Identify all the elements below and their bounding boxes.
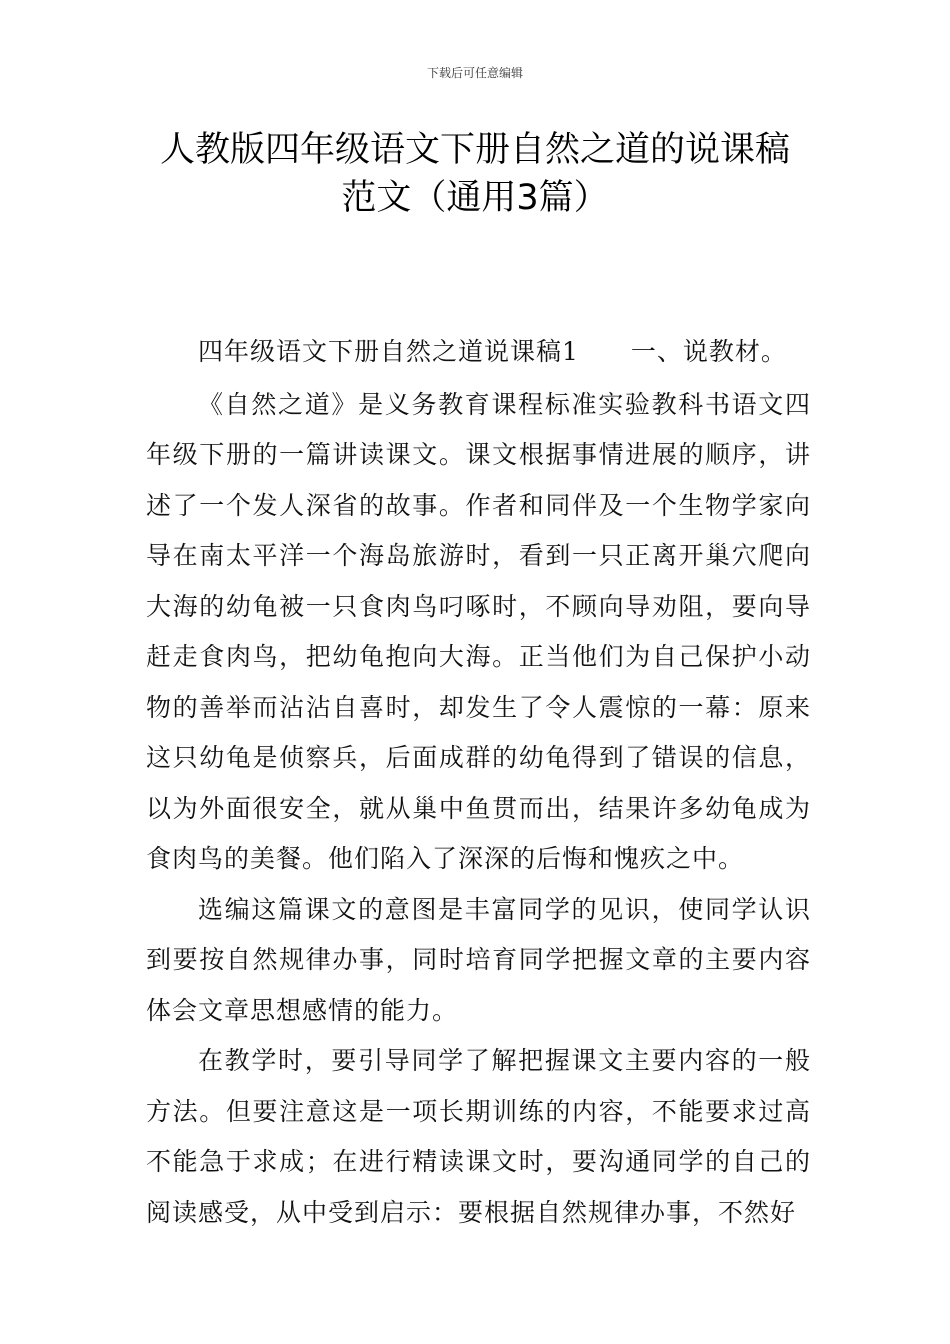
paragraph: 《自然之道》是义务教育课程标准实验教科书语文四年级下册的一篇讲读课文。课文根据事情进展的顺序，讲述了一个发人深省的故事。作者和同伴及一个生物学家向导在南太平洋一个海岛旅游时，看到一只正离开巢穴爬向大海的幼龟被一只食肉鸟叼啄时，不顾向导劝阻，要向导赶走食肉鸟，把幼龟抱向大海。正当他们为自己保护小动物的善举而沾沾自喜时，却发生了令人震惊的一幕：原来这只幼龟是侦察兵，后面成群的幼龟得到了错误的信息，以为外面很安全，就从巢中鱼贯而出，结果许多幼龟成为食肉鸟的美餐。他们陷入了深深的后悔和愧疚之中。 (146, 389, 811, 873)
title-line-1: 人教版四年级语文下册自然之道的说课稿 (159, 130, 790, 170)
section-heading-subtitle: 一、说教材。 (630, 337, 787, 366)
paragraph: 选编这篇课文的意图是丰富同学的见识，使同学认识到要按自然规律办事，同时培育同学把握文章的主要内容体会文章思想感情的能力。 (146, 894, 811, 1025)
section-heading (146, 327, 811, 378)
document-title (120, 126, 830, 222)
title-line-2: 范文（通用3篇） (341, 178, 609, 218)
paragraph: 在教学时，要引导同学了解把握课文主要内容的一般方法。但要注意这是一项长期训练的内容，不能要求过高不能急于求成；在进行精读课文时，要沟通同学的自己的阅读感受，从中受到启示：要根据自然规律办事，不然好 (146, 1046, 811, 1227)
document-body (146, 327, 811, 1238)
section-heading-title: 四年级语文下册自然之道说课稿1 (198, 337, 579, 366)
page-header-note: 下载后可任意编辑 (426, 66, 523, 80)
